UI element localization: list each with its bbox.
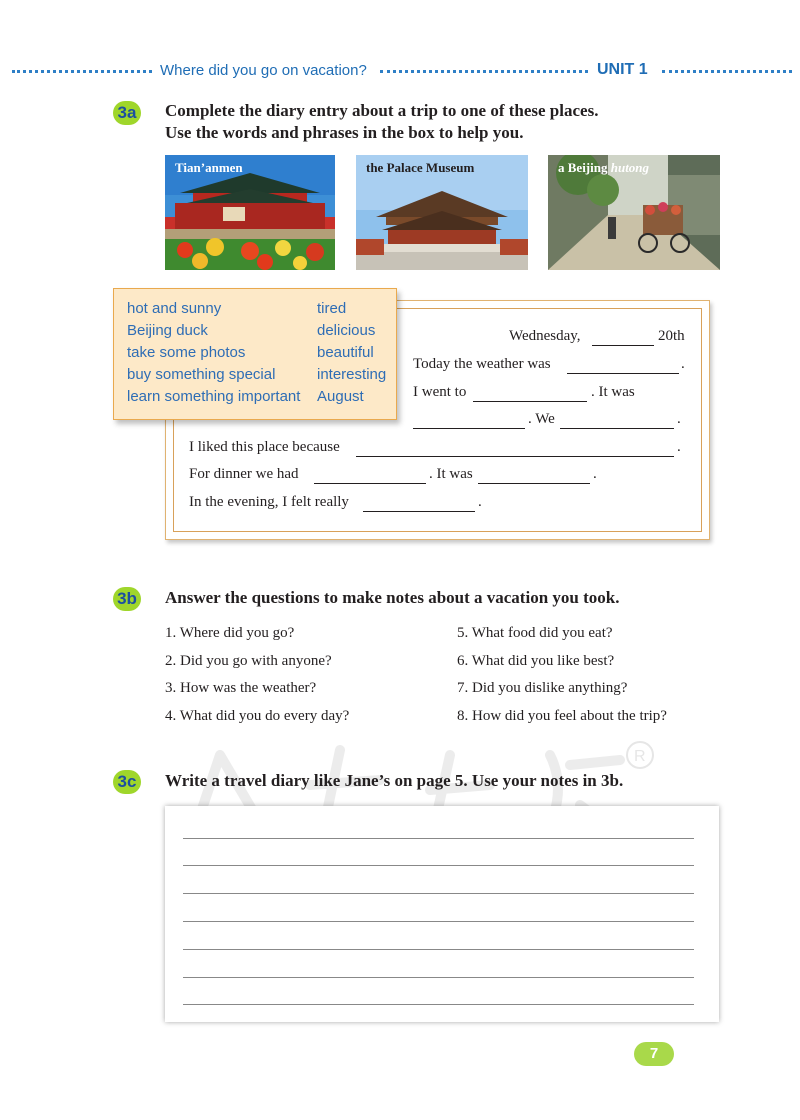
diary-date-suffix: 20th xyxy=(658,328,685,344)
word-interesting: interesting xyxy=(317,366,387,383)
diary-line1: Today the weather was xyxy=(413,356,551,372)
question-1: 1. Where did you go? xyxy=(165,625,295,641)
section-badge-3c: 3c xyxy=(113,770,141,794)
diary-line5-b: . It was xyxy=(429,466,473,482)
word-beautiful: beautiful xyxy=(317,344,374,361)
question-8: 8. How did you feel about the trip? xyxy=(457,708,667,724)
diary-line2-a: I went to xyxy=(413,384,467,400)
diary-date-prefix: Wednesday, xyxy=(509,328,581,344)
question-7: 7. Did you dislike anything? xyxy=(457,680,628,696)
diary-line1-end: . xyxy=(681,356,685,372)
word-tired: tired xyxy=(317,300,347,317)
writing-line[interactable] xyxy=(183,893,694,894)
photo-label-tiananmen: Tian’anmen xyxy=(175,160,243,175)
word-august: August xyxy=(317,388,364,405)
writing-line[interactable] xyxy=(183,1004,694,1005)
instruction-3c: Write a travel diary like Jane’s on page 5. Use your notes in 3b. xyxy=(165,771,624,790)
lesson-title: Where did you go on vacation? xyxy=(160,62,367,79)
diary-line5-end: . xyxy=(593,466,597,482)
question-5: 5. What food did you eat? xyxy=(457,625,613,641)
blank-activity[interactable] xyxy=(560,428,674,429)
page-number: 7 xyxy=(634,1042,674,1066)
photo-tiananmen xyxy=(165,155,335,270)
word-learn-something-important: learn something important xyxy=(127,388,301,405)
writing-area[interactable] xyxy=(165,806,719,1022)
writing-line[interactable] xyxy=(183,949,694,950)
diary-line4-end: . xyxy=(677,439,681,455)
blank-reason[interactable] xyxy=(356,456,674,457)
word-delicious: delicious xyxy=(317,322,376,339)
photo-label-hutong xyxy=(558,160,649,176)
photo-palace-museum xyxy=(356,155,528,270)
header-dots-middle xyxy=(380,70,588,73)
writing-line[interactable] xyxy=(183,838,694,839)
instruction-3a-line2: Use the words and phrases in the box to help you. xyxy=(165,123,524,142)
word-box xyxy=(113,288,397,420)
photo-label-palace-museum: the Palace Museum xyxy=(366,160,475,175)
photo-beijing-hutong xyxy=(548,155,720,270)
blank-feeling[interactable] xyxy=(363,511,475,512)
diary-line3-a: . We xyxy=(528,411,555,427)
question-6: 6. What did you like best? xyxy=(457,653,615,669)
word-beijing-duck: Beijing duck xyxy=(127,322,208,339)
diary-line2-b: . It was xyxy=(591,384,635,400)
diary-line3-end: . xyxy=(677,411,681,427)
question-4: 4. What did you do every day? xyxy=(165,708,350,724)
blank-dinner-description[interactable] xyxy=(478,483,590,484)
svg-text:R: R xyxy=(634,748,646,765)
writing-line[interactable] xyxy=(183,977,694,978)
word-take-some-photos: take some photos xyxy=(127,344,246,361)
diary-line4: I liked this place because xyxy=(189,439,340,455)
header-dots-right xyxy=(662,70,792,73)
word-hot-and-sunny: hot and sunny xyxy=(127,300,222,317)
blank-date[interactable] xyxy=(592,345,654,346)
diary-line5-a: For dinner we had xyxy=(189,466,299,482)
question-2: 2. Did you go with anyone? xyxy=(165,653,332,669)
blank-place-description[interactable] xyxy=(413,428,525,429)
blank-dinner[interactable] xyxy=(314,483,426,484)
word-buy-something-special: buy something special xyxy=(127,366,276,383)
header-dots-left xyxy=(12,70,152,73)
hutong-label-italic: hutong xyxy=(610,160,650,175)
blank-weather[interactable] xyxy=(567,373,679,374)
section-badge-3a: 3a xyxy=(113,101,141,125)
writing-line[interactable] xyxy=(183,921,694,922)
diary-line6: In the evening, I felt really xyxy=(189,494,349,510)
hutong-label-prefix: a Beijing xyxy=(558,160,611,175)
blank-place[interactable] xyxy=(473,401,587,402)
writing-line[interactable] xyxy=(183,865,694,866)
question-3: 3. How was the weather? xyxy=(165,680,317,696)
instruction-3b: Answer the questions to make notes about a vacation you took. xyxy=(165,588,620,607)
section-badge-3b: 3b xyxy=(113,587,141,611)
instruction-3a-line1: Complete the diary entry about a trip to one of these places. xyxy=(165,101,599,120)
diary-line6-end: . xyxy=(478,494,482,510)
unit-label: UNIT 1 xyxy=(597,61,648,78)
